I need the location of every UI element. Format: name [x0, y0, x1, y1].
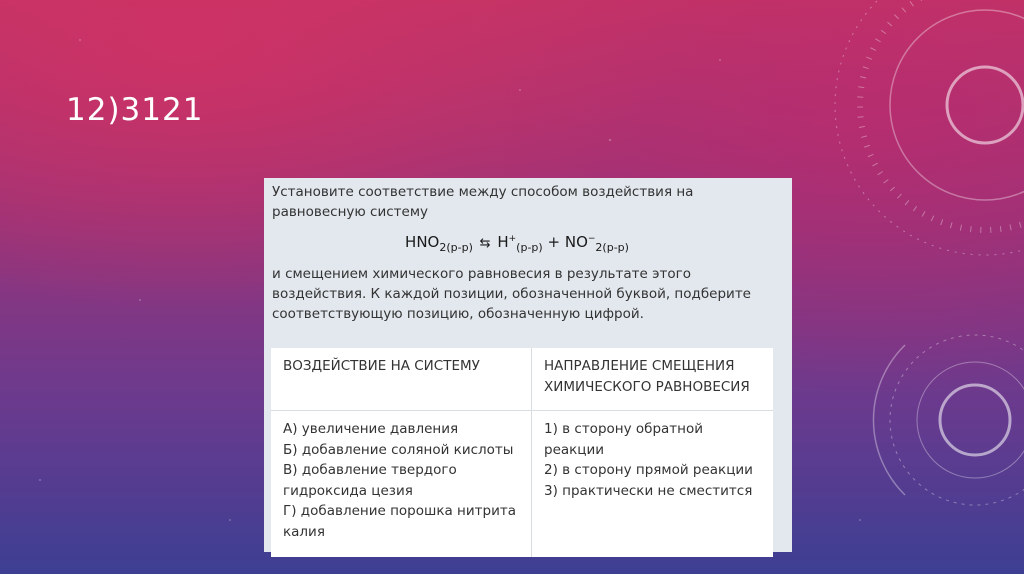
hud-arc — [873, 345, 905, 495]
hud-ring-outer — [835, 0, 1024, 255]
product1-charge: + — [508, 234, 517, 244]
table-row — [271, 411, 773, 558]
product1-formula: H — [497, 233, 509, 251]
hud-ring-lower-inner — [940, 385, 1010, 455]
reactant-subscript: 2(р-р) — [439, 241, 473, 254]
impact-option-a: А) увеличение давления — [283, 421, 459, 437]
plus-sign: + — [547, 233, 561, 251]
header-impact: ВОЗДЕЙСТВИЕ НА СИСТЕМУ — [271, 348, 532, 411]
hud-ring-lower-mid — [917, 362, 1024, 478]
table-header-row — [271, 348, 773, 411]
product2-subscript: 2(р-р) — [595, 241, 629, 254]
task-intro: Установите соответствие между способом воздействия на равновесную систему — [272, 184, 694, 220]
impact-options — [271, 411, 532, 558]
direction-option-1: 1) в сторону обратной реакции — [544, 421, 704, 458]
hud-ring-inner — [947, 67, 1023, 143]
product2-formula: NO — [564, 233, 588, 251]
reaction-equation — [272, 228, 792, 264]
reactant-formula: HNO — [405, 233, 440, 251]
equilibrium-arrows-icon: ⇆ — [479, 236, 491, 251]
direction-options — [532, 411, 774, 558]
header-shift-direction: НАПРАВЛЕНИЕ СМЕЩЕНИЯ ХИМИЧЕСКОГО РАВНОВЕСИЯ — [532, 348, 774, 411]
task-card — [264, 178, 792, 552]
direction-option-2: 2) в сторону прямой реакции — [544, 462, 753, 478]
impact-option-b: Б) добавление соляной кислоты — [283, 441, 514, 458]
slide-title: 12)3121 — [66, 92, 204, 128]
matching-table — [271, 348, 773, 557]
hud-ring — [890, 10, 1024, 200]
product1-subscript: (р-р) — [516, 241, 543, 254]
impact-option-g: Г) добавление порошка нитрита калия — [283, 503, 517, 540]
hud-ring-dots — [860, 0, 1024, 230]
hud-ring-lower — [890, 335, 1024, 505]
impact-option-v: В) добавление твердого гидроксида цезия — [283, 462, 457, 499]
task-question: и смещением химического равновесия в результате этого воздействия. К каждой позиции, обозначенной буквой, подберите соответствующую позицию, обозначенную цифрой. — [272, 266, 751, 322]
direction-option-3: 3) практически не сместится — [544, 482, 753, 499]
product2-charge: − — [587, 234, 596, 244]
